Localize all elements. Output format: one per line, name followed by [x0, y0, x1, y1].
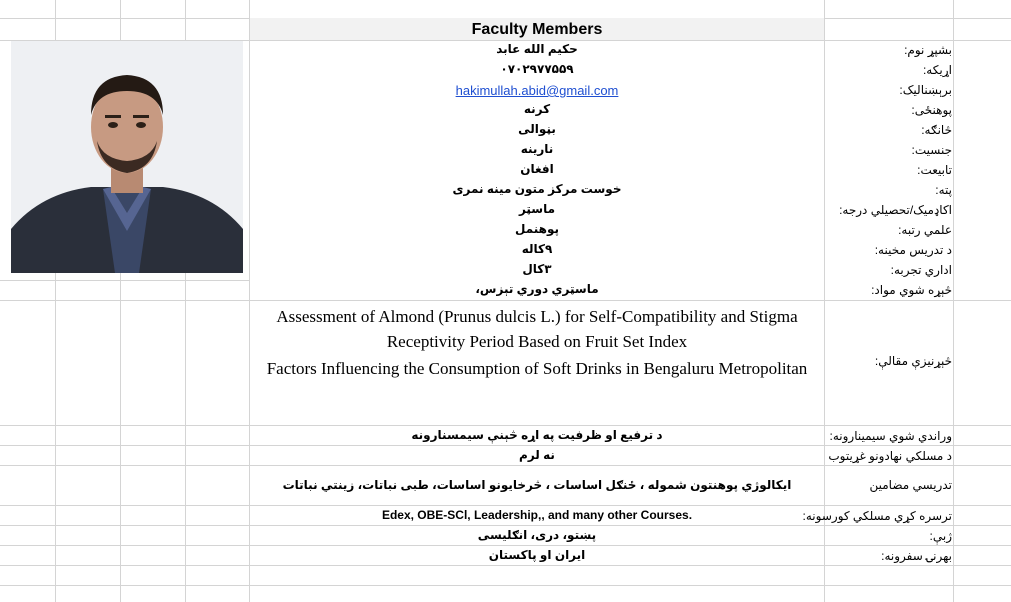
value-teaching-experience: ۹کاله — [521, 242, 553, 256]
label-contact: اړیکه: — [922, 63, 952, 77]
label-admin-experience: اداري تجربه: — [890, 263, 952, 277]
value-professional-courses: Edex, OBE-SCl, Leadership,, and many other Courses. — [381, 508, 693, 522]
label-professional-memberships: د مسلکي نهادونو غړیتوب — [828, 449, 952, 463]
label-research-articles: څېړنیزې مقالې: — [874, 354, 952, 368]
row-divider — [0, 280, 250, 281]
value-seminars: د ترفیع او ظرفیت په اړه څېنې سیمسنارونه — [411, 428, 663, 442]
label-address: پته: — [935, 183, 952, 197]
value-faculty: کرنه — [523, 102, 551, 116]
value-address: خوست مرکز متون مینه نمری — [452, 182, 622, 196]
label-full-name: بشپړ نوم: — [904, 43, 952, 57]
label-academic-degree: اکاډمیک/تحصیلي درجه: — [839, 203, 952, 217]
label-teaching-experience: د تدریس مخینه: — [874, 243, 952, 257]
value-full-name: حکیم الله عابد — [496, 42, 578, 56]
row-divider — [0, 300, 1011, 301]
value-academic-degree: ماسټر — [518, 202, 556, 216]
portrait-illustration — [11, 41, 243, 273]
column-divider — [953, 0, 954, 602]
value-nationality: افغان — [520, 162, 554, 176]
value-admin-experience: ۳کال — [522, 262, 552, 276]
email-link[interactable]: hakimullah.abid@gmail.com — [455, 83, 619, 98]
label-academic-rank: علمي رتبه: — [898, 223, 952, 237]
label-nationality: تابیعت: — [917, 163, 952, 177]
label-email: برېښنالیک: — [899, 83, 952, 97]
value-email-cell — [250, 81, 824, 100]
label-languages: ژبې: — [929, 529, 952, 543]
value-contact: ۰۷۰۲۹۷۷۵۵۹ — [500, 62, 574, 76]
value-department: بڼوالی — [518, 122, 556, 136]
value-researched-materials: ماسټري دوري تېزس، — [475, 282, 599, 296]
label-researched-materials: څېړه شوي مواد: — [871, 283, 952, 297]
value-languages: پښتو، دری، انګلیسی — [477, 528, 597, 542]
value-academic-rank: پوهنمل — [514, 222, 559, 236]
label-professional-courses: ترسره کړي مسلکي کورسونه: — [802, 509, 952, 523]
label-teaching-subjects: تدریسي مضامین — [869, 478, 952, 492]
value-teaching-subjects: ایکالوژي پوهنتون شموله ، ځنګل اساسات ، څرخایونو اساسات، طبی نباتات، زینتي نباتات — [282, 478, 792, 492]
label-faculty: پوهنځی: — [911, 103, 952, 117]
profile-photo — [11, 41, 243, 273]
page-title: Faculty Members — [471, 21, 603, 38]
article-item: Factors Influencing the Consumption of Soft Drinks in Bengaluru Metropolitan — [266, 359, 808, 378]
research-articles — [250, 302, 824, 424]
article-item: Assessment of Almond (Prunus dulcis L.) for Self-Compatibility and Stigma Receptivity Period Based on Fruit Set Index — [276, 307, 798, 351]
label-gender: جنسیت: — [911, 143, 952, 157]
label-foreign-travels: بهرنۍ سفرونه: — [881, 549, 952, 563]
label-seminars: وراندي شوي سیمینارونه: — [829, 429, 952, 443]
value-professional-memberships: نه لرم — [519, 448, 555, 462]
label-department: څانګه: — [921, 123, 952, 137]
value-gender: نارینه — [520, 142, 554, 156]
row-divider — [0, 585, 1011, 586]
value-foreign-travels: ایران او پاکستان — [488, 548, 586, 562]
